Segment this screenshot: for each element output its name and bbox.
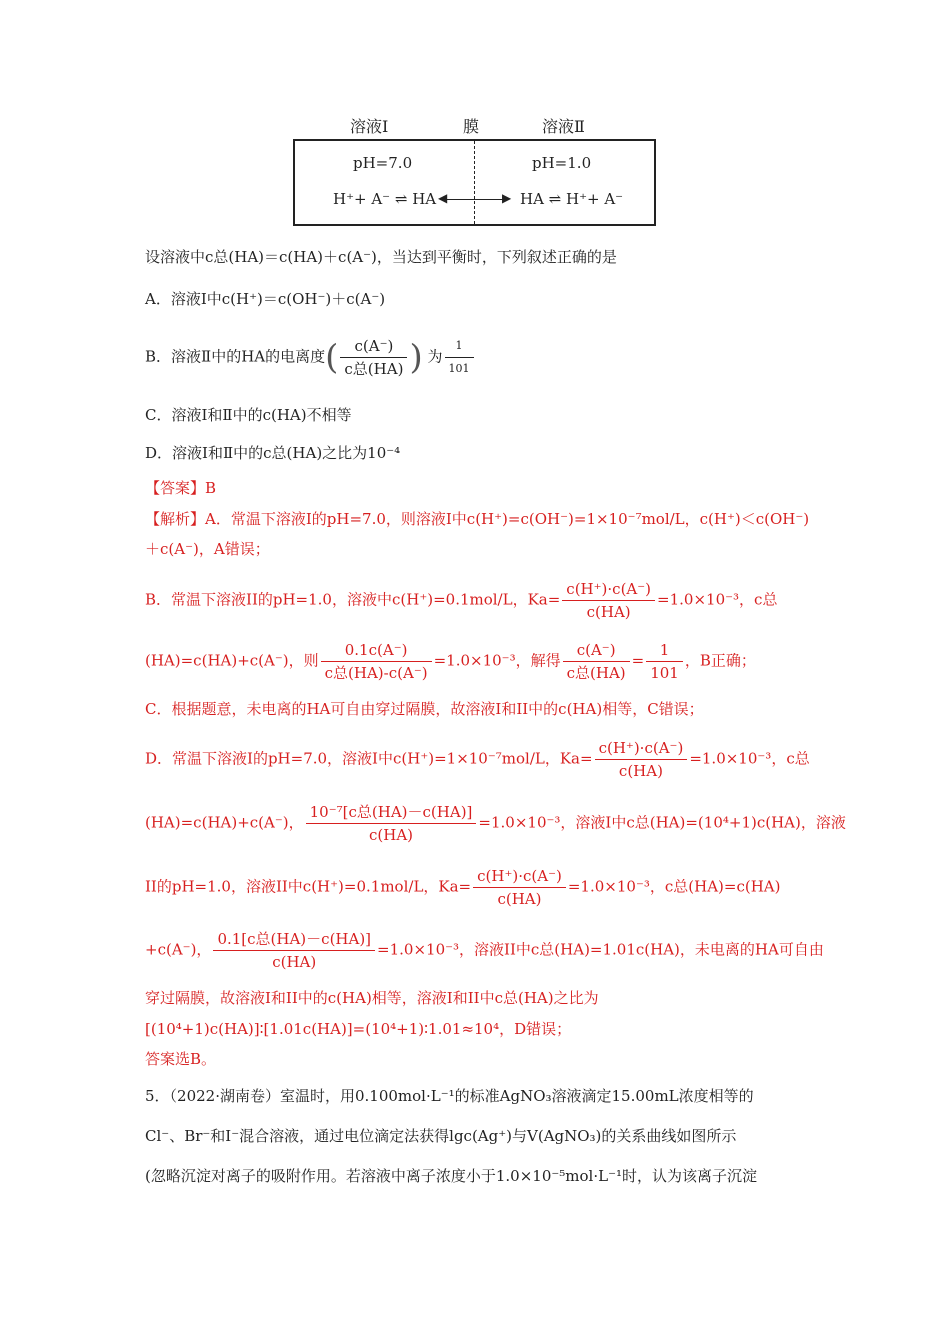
solution-2-label: 溶液Ⅱ bbox=[542, 117, 585, 136]
analysis-d-line3: II的pH=1.0，溶液II中c(H⁺)=0.1mol/L，Ka= $\frac{c(H^+)\cdot c(A^-)}{c(HA)}$ =1.0×10⁻³，c总(HA)=c(HA) bbox=[145, 867, 781, 908]
option-c: C．溶液Ⅰ和Ⅱ中的c(HA)不相等 bbox=[145, 406, 352, 424]
analysis-a-line2: ＋c(A⁻)，A错误； bbox=[145, 540, 270, 558]
option-b: B．溶液Ⅱ中的HA的电离度( $\frac{c(A^-)}{\text{c总(HA)}}$ ) 为 $\frac{1}{101}$ bbox=[145, 336, 476, 379]
ratio-fraction: $\frac{c(A^-)}{\text{c总(HA)}}$ bbox=[563, 640, 630, 683]
answer-label: 【答案】B bbox=[145, 479, 217, 497]
membrane-line bbox=[474, 141, 475, 224]
analysis-d-line1: D．常温下溶液I的pH=7.0，溶液I中c(H⁺)=1×10⁻⁷mol/L，Ka= $\frac{c(H^+)\cdot c(A^-)}{c(HA)}$ =1.0×10⁻³，c总 bbox=[145, 739, 810, 780]
ionization-fraction: $\frac{c(A^-)}{\text{c总(HA)}}$ bbox=[340, 336, 407, 379]
equilibrium-right: HA ⇌ H⁺+ A⁻ bbox=[520, 190, 624, 208]
analysis-b-line1: B．常温下溶液II的pH=1.0，溶液中c(H⁺)=0.1mol/L，Ka= $\frac{c(H^+)\cdot c(A^-)}{c(HA)}$ =1.0×10⁻³，c总 bbox=[145, 580, 778, 621]
equilibrium-left: H⁺+ A⁻ ⇌ HA bbox=[333, 190, 437, 208]
analysis-b-line2: (HA)=c(HA)+c(A⁻)，则 $\frac{0.1c(A^-)}{\text{c总(HA)-c(A⁻)}}$ =1.0×10⁻³，解得 $\frac{c(A^-)}{\text{c总(HA)}}$ = $\frac{1}{101}$ ，B正确； bbox=[145, 641, 756, 682]
option-b-text: B．溶液Ⅱ中的HA的电离度 bbox=[145, 347, 326, 366]
double-arrow bbox=[444, 199, 504, 200]
ka-fraction-d2: $\frac{c(H^+)\cdot c(A^-)}{c(HA)}$ bbox=[473, 866, 566, 909]
ka-fraction-d: $\frac{c(H^+)\cdot c(A^-)}{c(HA)}$ bbox=[595, 738, 688, 781]
analysis-c: C．根据题意，未电离的HA可自由穿过隔膜，故溶液I和II中的c(HA)相等，C错误； bbox=[145, 700, 704, 718]
analysis-d-line6: [(10⁴+1)c(HA)]∶[1.01c(HA)]=(10⁴+1)∶1.01≈10⁴，D错误； bbox=[145, 1020, 572, 1038]
analysis-d-line4: +c(A⁻)， $\frac{\text{0.1[c总(HA)－c(HA)]}}{c(HA)}$ =1.0×10⁻³，溶液II中c总(HA)=1.01c(HA)，未电离的HA可自由 bbox=[145, 930, 824, 971]
q5-line1: 5．（2022·湖南卷）室温时，用0.100mol·L⁻¹的标准AgNO₃溶液滴定15.00mL浓度相等的 bbox=[145, 1087, 754, 1105]
final-answer: 答案选B。 bbox=[145, 1050, 217, 1068]
ph-left: pH=7.0 bbox=[353, 154, 413, 172]
ph-right: pH=1.0 bbox=[532, 154, 592, 172]
membrane-label: 膜 bbox=[463, 117, 480, 136]
analysis-a-line1: 【解析】A．常温下溶液I的pH=7.0，则溶液I中c(H⁺)=c(OH⁻)=1×10⁻⁷mol/L，c(H⁺)＜c(OH⁻) bbox=[145, 510, 810, 528]
option-a: A．溶液Ⅰ中c(H⁺)＝c(OH⁻)＋c(A⁻) bbox=[145, 290, 386, 308]
d-expression-fraction: $\frac{\text{10⁻⁷[c总(HA)－c(HA)]}}{c(HA)}$ bbox=[306, 802, 477, 845]
option-d: D．溶液Ⅰ和Ⅱ中的c总(HA)之比为10⁻⁴ bbox=[145, 444, 401, 462]
arrow-right-head-icon: ▶ bbox=[502, 191, 512, 205]
option-b-value: $\frac{1}{101}$ bbox=[445, 336, 474, 379]
arrow-left-head-icon: ◀ bbox=[438, 191, 448, 205]
ka-expression-fraction: $\frac{0.1c(A^-)}{\text{c总(HA)-c(A⁻)}}$ bbox=[321, 640, 432, 683]
question-stem: 设溶液中c总(HA)＝c(HA)＋c(A⁻)，当达到平衡时，下列叙述正确的是 bbox=[145, 248, 617, 266]
q5-line2: Cl⁻、Br⁻和I⁻混合溶液，通过电位滴定法获得lgc(Ag⁺)与V(AgNO₃)的关系曲线如图所示 bbox=[145, 1127, 737, 1145]
q5-line3: (忽略沉淀对离子的吸附作用。若溶液中离子浓度小于1.0×10⁻⁵mol·L⁻¹时，认为该离子沉淀 bbox=[145, 1167, 758, 1185]
ka-fraction: $\frac{c(H^+)\cdot c(A^-)}{c(HA)}$ bbox=[562, 579, 655, 622]
result-fraction: $\frac{1}{101}$ bbox=[646, 640, 683, 683]
d-expression-fraction2: $\frac{\text{0.1[c总(HA)－c(HA)]}}{c(HA)}$ bbox=[213, 929, 375, 972]
analysis-d-line2: (HA)=c(HA)+c(A⁻)， $\frac{\text{10⁻⁷[c总(HA)－c(HA)]}}{c(HA)}$ =1.0×10⁻³，溶液I中c总(HA)=(10⁴+1)c(HA)，溶液 bbox=[145, 803, 846, 844]
analysis-d-line5: 穿过隔膜，故溶液I和II中的c(HA)相等，溶液I和II中c总(HA)之比为 bbox=[145, 989, 599, 1007]
solution-1-label: 溶液Ⅰ bbox=[350, 117, 389, 136]
